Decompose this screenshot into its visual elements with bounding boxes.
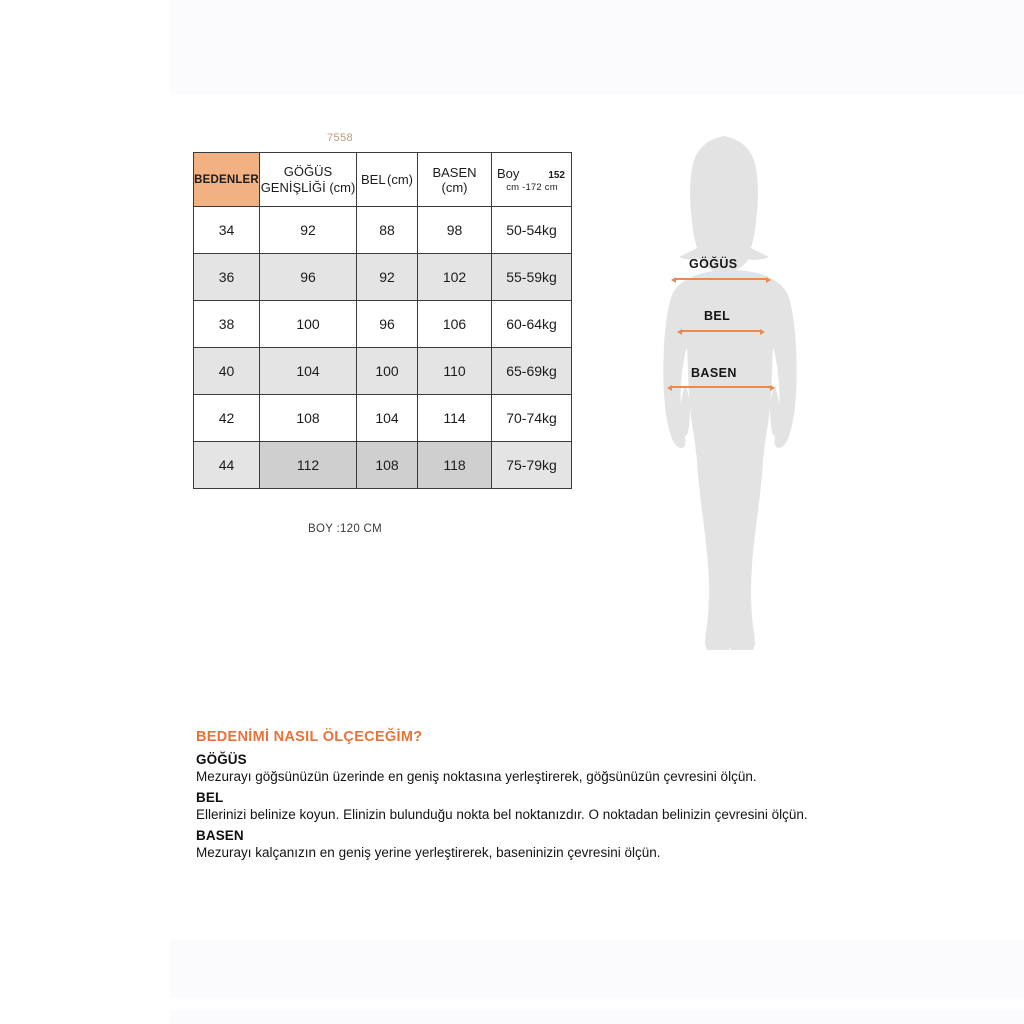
cell-size: 34 xyxy=(194,207,260,254)
cell-hip: 102 xyxy=(418,254,492,301)
background-panel-top xyxy=(170,0,1024,95)
cell-size: 42 xyxy=(194,395,260,442)
cell-weight: 50-54kg xyxy=(492,207,572,254)
cell-hip: 118 xyxy=(418,442,492,489)
header-chest xyxy=(260,153,357,207)
cell-weight: 65-69kg xyxy=(492,348,572,395)
header-height-range: cm -172 cm xyxy=(506,181,558,193)
header-sizes: BEDENLER xyxy=(194,153,260,207)
header-height-label: Boy xyxy=(497,165,520,181)
header-chest-line2: GENİŞLİĞİ (cm) xyxy=(260,179,356,195)
cell-size: 44 xyxy=(194,442,260,489)
table-row xyxy=(194,442,572,489)
background-panel-bottom xyxy=(170,940,1024,998)
cell-weight: 60-64kg xyxy=(492,301,572,348)
header-chest-line1: GÖĞÜS xyxy=(283,163,333,179)
table-row xyxy=(194,254,572,301)
cell-waist: 104 xyxy=(357,395,418,442)
table-row xyxy=(194,348,572,395)
header-hip: BASEN (cm) xyxy=(418,153,492,207)
table-body xyxy=(194,207,572,489)
arrow-head-right-icon xyxy=(770,385,775,391)
instructions-title: BEDENİMİ NASIL ÖLÇECEĞİM? xyxy=(196,729,423,745)
header-waist-unit: (cm) xyxy=(387,172,413,187)
cell-chest: 104 xyxy=(260,348,357,395)
instructions-waist-text: Ellerinizi belinize koyun. Elinizin bulunduğu nokta bel noktanızdır. O noktadan belinizin çevresini ölçün. xyxy=(196,806,808,822)
cell-size: 38 xyxy=(194,301,260,348)
cell-chest: 92 xyxy=(260,207,357,254)
instructions-chest-text: Mezurayı göğsünüzün üzerinde en geniş noktasına yerleştirerek, göğsünüzün çevresini ölçün. xyxy=(196,769,757,784)
cell-hip: 98 xyxy=(418,207,492,254)
header-height-value: 152 xyxy=(548,169,565,181)
cell-size: 36 xyxy=(194,254,260,301)
figure-label-chest: GÖĞÜS xyxy=(689,257,738,271)
cell-weight: 55-59kg xyxy=(492,254,572,301)
cell-chest: 100 xyxy=(260,301,357,348)
figure-label-waist: BEL xyxy=(704,309,731,323)
cell-waist: 96 xyxy=(357,301,418,348)
background-panel-footer xyxy=(170,1010,1024,1024)
figure-label-hip: BASEN xyxy=(691,366,737,380)
body-silhouette xyxy=(630,130,830,680)
cell-weight: 75-79kg xyxy=(492,442,572,489)
cell-waist: 92 xyxy=(357,254,418,301)
arrow-line xyxy=(675,278,767,280)
cell-hip: 106 xyxy=(418,301,492,348)
table-row xyxy=(194,395,572,442)
table-header-row xyxy=(194,153,572,207)
product-code: 7558 xyxy=(327,132,354,144)
cell-weight: 70-74kg xyxy=(492,395,572,442)
cell-chest: 96 xyxy=(260,254,357,301)
cell-hip: 114 xyxy=(418,395,492,442)
instructions-chest-heading: GÖĞÜS xyxy=(196,752,247,767)
instructions-waist-heading: BEL xyxy=(196,789,224,805)
arrow-head-right-icon xyxy=(766,277,771,283)
instructions-hip-text: Mezurayı kalçanızın en geniş yerine yerleştirerek, baseninizin çevresini ölçün. xyxy=(196,844,661,860)
hip-measure-arrow xyxy=(667,383,775,392)
arrow-head-right-icon xyxy=(760,329,765,335)
header-height xyxy=(492,153,572,207)
header-waist xyxy=(357,153,418,207)
cell-chest: 112 xyxy=(260,442,357,489)
arrow-line xyxy=(671,386,771,388)
instructions-hip-heading: BASEN xyxy=(196,827,244,843)
cell-chest: 108 xyxy=(260,395,357,442)
measurement-instructions xyxy=(196,729,896,865)
header-waist-label: BEL xyxy=(361,172,386,187)
size-chart-table xyxy=(193,152,572,489)
arrow-line xyxy=(681,330,761,332)
cell-waist: 88 xyxy=(357,207,418,254)
table-row xyxy=(194,207,572,254)
table-row xyxy=(194,301,572,348)
chest-measure-arrow xyxy=(671,275,771,284)
cell-waist: 108 xyxy=(357,442,418,489)
length-note: BOY :120 CM xyxy=(308,523,383,535)
cell-waist: 100 xyxy=(357,348,418,395)
cell-size: 40 xyxy=(194,348,260,395)
cell-hip: 110 xyxy=(418,348,492,395)
waist-measure-arrow xyxy=(677,327,765,336)
